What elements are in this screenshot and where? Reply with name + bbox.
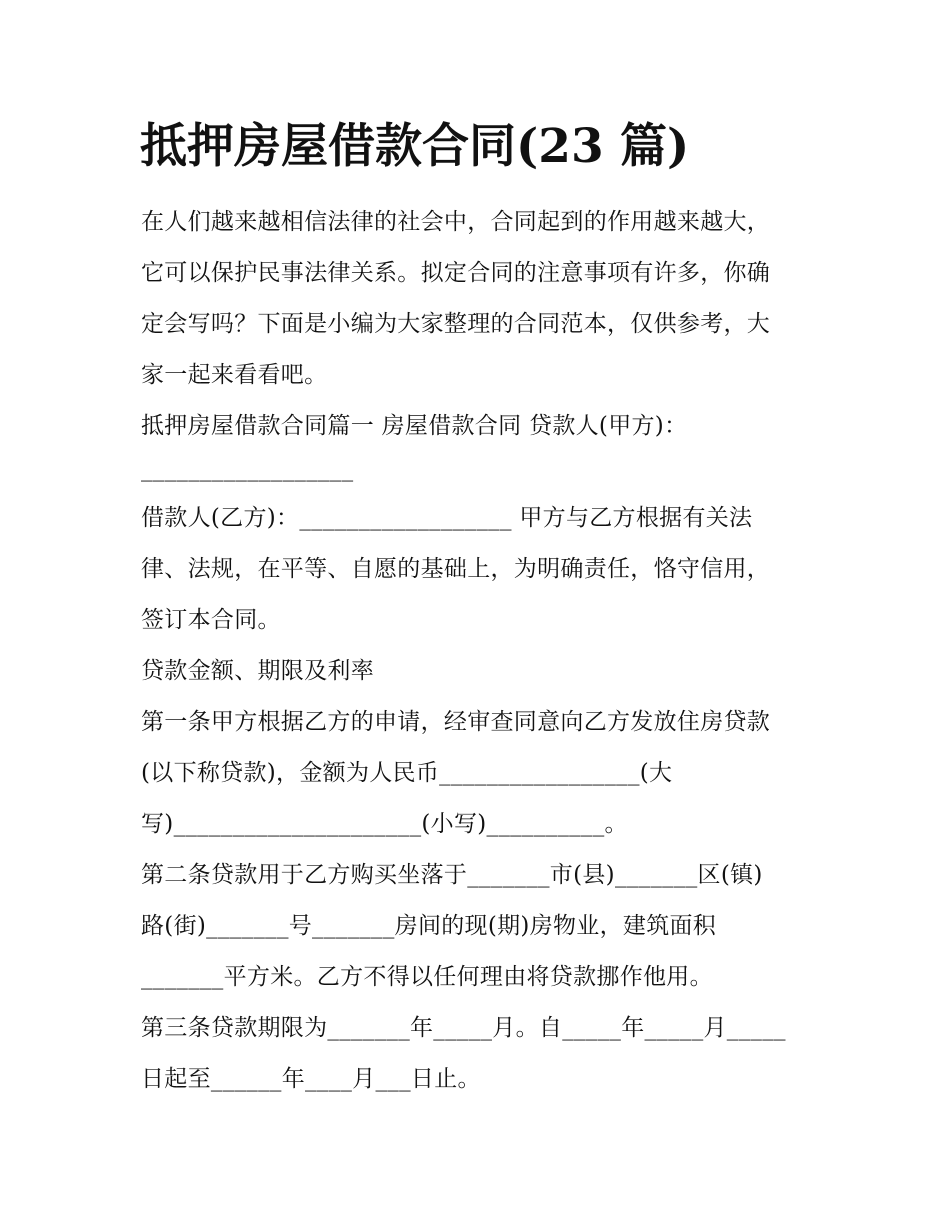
article-2-line-1: 第二条贷款用于乙方购买坐落于_______市(县)_______区(镇) xyxy=(141,862,763,888)
intro-line-2: 它可以保护民事法律关系。拟定合同的注意事项有许多，你确 xyxy=(141,260,771,286)
article-3-line-2: 日起至______年____月___日止。 xyxy=(141,1066,481,1092)
intro-line-4: 家一起来看看吧。 xyxy=(141,362,328,388)
article-1-line-2: (以下称贷款)，金额为人民币_________________(大 xyxy=(141,760,673,786)
preamble-line-2: 律、法规，在平等、自愿的基础上，为明确责任，恪守信用， xyxy=(141,556,771,582)
article-1-line-1: 第一条甲方根据乙方的申请，经审查同意向乙方发放住房贷款 xyxy=(141,709,771,735)
article-2-line-3: _______平方米。乙方不得以任何理由将贷款挪作他用。 xyxy=(141,964,713,990)
document-title: 抵押房屋借款合同(23 篇) xyxy=(140,119,690,174)
section-heading-line: 抵押房屋借款合同篇一 房屋借款合同 贷款人(甲方)： xyxy=(141,413,688,439)
preamble-line-3: 签订本合同。 xyxy=(141,607,281,633)
borrower-line: 借款人(乙方)：__________________ 甲方与乙方根据有关法 xyxy=(141,505,753,531)
intro-line-1: 在人们越来越相信法律的社会中，合同起到的作用越来越大， xyxy=(141,209,771,235)
lender-blank-line: __________________ xyxy=(141,456,354,482)
subheading-line: 贷款金额、期限及利率 xyxy=(141,658,374,684)
article-2-line-2: 路(街)_______号_______房间的现(期)房物业，建筑面积 xyxy=(141,913,717,939)
article-1-line-3: 写)_____________________(小写)__________。 xyxy=(141,811,628,837)
intro-line-3: 定会写吗？下面是小编为大家整理的合同范本，仅供参考，大 xyxy=(141,311,771,337)
article-3-line-1: 第三条贷款期限为_______年_____月。自_____年_____月_____ xyxy=(141,1015,786,1041)
